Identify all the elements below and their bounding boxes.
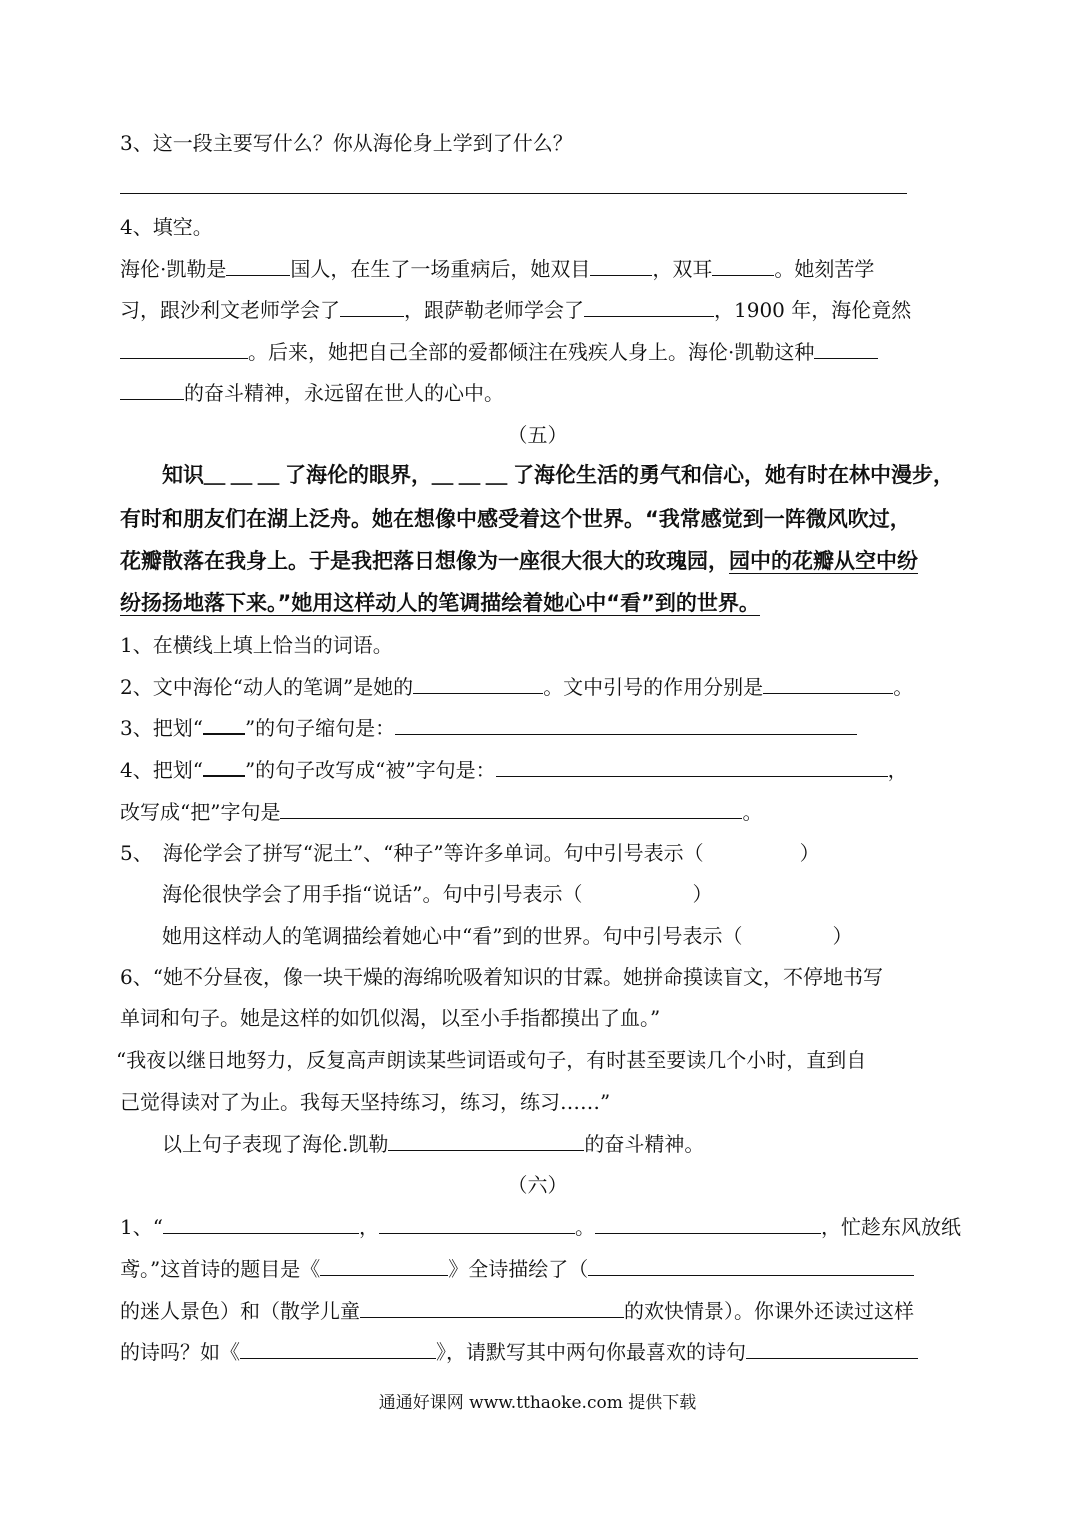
- s5-question-5b: [162, 879, 712, 909]
- text: 以上句子表现了海伦.凯勒: [162, 1132, 389, 1156]
- fill-paragraph-line-4: [120, 378, 504, 408]
- text: 1、“: [120, 1215, 163, 1239]
- text: ）: [832, 924, 853, 948]
- s6-line-1: [120, 1212, 961, 1242]
- text: ，双耳: [652, 257, 713, 281]
- text: 3、把划“: [120, 716, 203, 740]
- blank[interactable]: [590, 255, 652, 276]
- page-footer: 通通好课网 www.tthaoke.com 提供下载: [378, 1393, 697, 1413]
- text: 她用这样动人的笔调描绘着她心中“看”到的世界。句中引号表示（: [162, 924, 743, 948]
- fill-paragraph-line-3: [120, 337, 878, 367]
- text: ，: [887, 758, 908, 782]
- question-4: 4、填空。: [120, 215, 213, 239]
- blank[interactable]: [340, 296, 404, 317]
- text: 习，跟沙利文老师学会了: [120, 298, 340, 322]
- fill-paragraph-line-1: [120, 254, 874, 284]
- text: 国人，在生了一场重病后，她双目: [290, 257, 591, 281]
- text: 2、文中海伦“动人的笔调”是她的: [120, 675, 414, 699]
- s5-question-6-line-3: “我夜以继日地努力，反复高声朗读某些词语或句子，有时甚至要读几个小时，直到自: [116, 1048, 867, 1072]
- s5-question-4: [120, 755, 908, 785]
- text: 海伦·凯勒是: [120, 257, 227, 281]
- question-3: 3、这一段主要写什么？你从海伦身上学到了什么？: [120, 131, 573, 155]
- blank[interactable]: [712, 255, 774, 276]
- text: 的欢快情景）。你课外还读过这样: [624, 1299, 914, 1323]
- blank[interactable]: ＿＿＿: [432, 463, 513, 487]
- passage-line-2: 有时和朋友们在湖上泛舟。她在想像中感受着这个世界。“我常感觉到一阵微风吹过，: [120, 507, 911, 531]
- text: 花瓣散落在我身上。于是我把落日想像为一座很大很大的玫瑰园，: [120, 549, 729, 573]
- underline-sample: [203, 755, 245, 777]
- text: 。她刻苦学: [774, 257, 875, 281]
- text: 改写成“把”字句是: [120, 800, 281, 824]
- blank[interactable]: [379, 1213, 575, 1234]
- text: 》，请默写其中两句你最喜欢的诗句: [436, 1340, 746, 1364]
- blank[interactable]: [163, 1213, 359, 1234]
- text: 了海伦的眼界，: [285, 463, 432, 487]
- section-6-title: （六）: [507, 1173, 568, 1197]
- text: 5、 海伦学会了拼写“泥土”、“种子”等许多单词。句中引号表示（: [120, 841, 704, 865]
- blank[interactable]: [226, 255, 290, 276]
- s5-question-6-line-1: 6、“她不分昼夜，像一块干燥的海绵吮吸着知识的甘霖。她拼命摸读盲文，不停地书写: [120, 965, 883, 989]
- text: ，1900 年，海伦竟然: [714, 298, 912, 322]
- text: 的奋斗精神。: [584, 1132, 705, 1156]
- s5-question-6-line-5: [162, 1129, 704, 1159]
- text: ”的句子缩句是：: [244, 716, 396, 740]
- text: 了海伦生活的勇气和信心，她有时在林中漫步，: [513, 463, 954, 487]
- text: 4、把划“: [120, 758, 203, 782]
- text: 》全诗描绘了（: [448, 1257, 589, 1281]
- text: 知识: [162, 463, 204, 487]
- s5-question-3: [120, 713, 857, 743]
- text: ，跟萨勒老师学会了: [404, 298, 584, 322]
- blank[interactable]: [240, 1338, 436, 1359]
- blank[interactable]: [120, 338, 248, 359]
- text: 海伦很快学会了用手指“说话”。句中引号表示（: [162, 882, 583, 906]
- blank[interactable]: [746, 1338, 918, 1359]
- text: 的迷人景色）和（散学儿童: [120, 1299, 360, 1323]
- blank[interactable]: [280, 798, 742, 819]
- passage-line-3: [120, 546, 918, 576]
- blank[interactable]: [120, 379, 184, 400]
- s5-question-2: [120, 672, 913, 702]
- blank[interactable]: [496, 756, 888, 777]
- text: 。: [574, 1215, 595, 1239]
- text: 。: [893, 675, 914, 699]
- s5-question-5c: [162, 921, 852, 951]
- blank[interactable]: [320, 1255, 448, 1276]
- passage-line-1: [162, 460, 954, 490]
- blank[interactable]: [584, 296, 714, 317]
- blank[interactable]: [595, 1213, 821, 1234]
- passage-line-4: [120, 588, 760, 618]
- blank[interactable]: [395, 714, 857, 735]
- answer-line: [120, 193, 907, 194]
- s6-line-3: [120, 1296, 914, 1326]
- fill-paragraph-line-2: [120, 295, 911, 325]
- text: ）: [799, 841, 820, 865]
- text: 。后来，她把自己全部的爱都倾注在残疾人身上。海伦·凯勒这种: [248, 340, 815, 364]
- s6-line-4: [120, 1337, 918, 1367]
- text: 的诗吗？如《: [120, 1340, 240, 1364]
- text: 鸢。”这首诗的题目是《: [120, 1257, 321, 1281]
- underlined-sentence: 纷扬扬地落下来。”: [120, 591, 292, 615]
- s5-question-1: 1、在横线上填上恰当的词语。: [120, 633, 393, 657]
- blank[interactable]: [588, 1255, 914, 1276]
- s5-question-6-line-2: 单词和句子。她是这样的如饥似渴，以至小手指都摸出了血。”: [120, 1006, 661, 1030]
- underlined-sentence: 园中的花瓣从空中纷: [729, 549, 918, 573]
- blank[interactable]: [814, 338, 878, 359]
- blank[interactable]: [388, 1130, 584, 1151]
- s6-line-2: [120, 1254, 914, 1284]
- text: ，: [358, 1215, 379, 1239]
- blank[interactable]: ＿＿＿: [204, 463, 285, 487]
- blank[interactable]: [360, 1297, 624, 1318]
- text: 的奋斗精神，永远留在世人的心中。: [184, 381, 504, 405]
- text: 。文中引号的作用分别是: [543, 675, 764, 699]
- blank[interactable]: [413, 673, 543, 694]
- text: ）: [692, 882, 713, 906]
- s5-question-4-cont: [120, 797, 762, 827]
- text: 。: [742, 800, 763, 824]
- blank[interactable]: [763, 673, 893, 694]
- underline-sample: [203, 713, 245, 735]
- underlined-sentence: 她用这样动人的笔调描绘着她心中“看”到的世界。: [291, 591, 760, 615]
- s5-question-6-line-4: 己觉得读对了为止。我每天坚持练习，练习，练习……”: [120, 1090, 611, 1114]
- section-5-title: （五）: [507, 423, 568, 447]
- text: ，忙趁东风放纸: [820, 1215, 961, 1239]
- s5-question-5a: [120, 838, 820, 868]
- text: ”的句子改写成“被”字句是：: [244, 758, 496, 782]
